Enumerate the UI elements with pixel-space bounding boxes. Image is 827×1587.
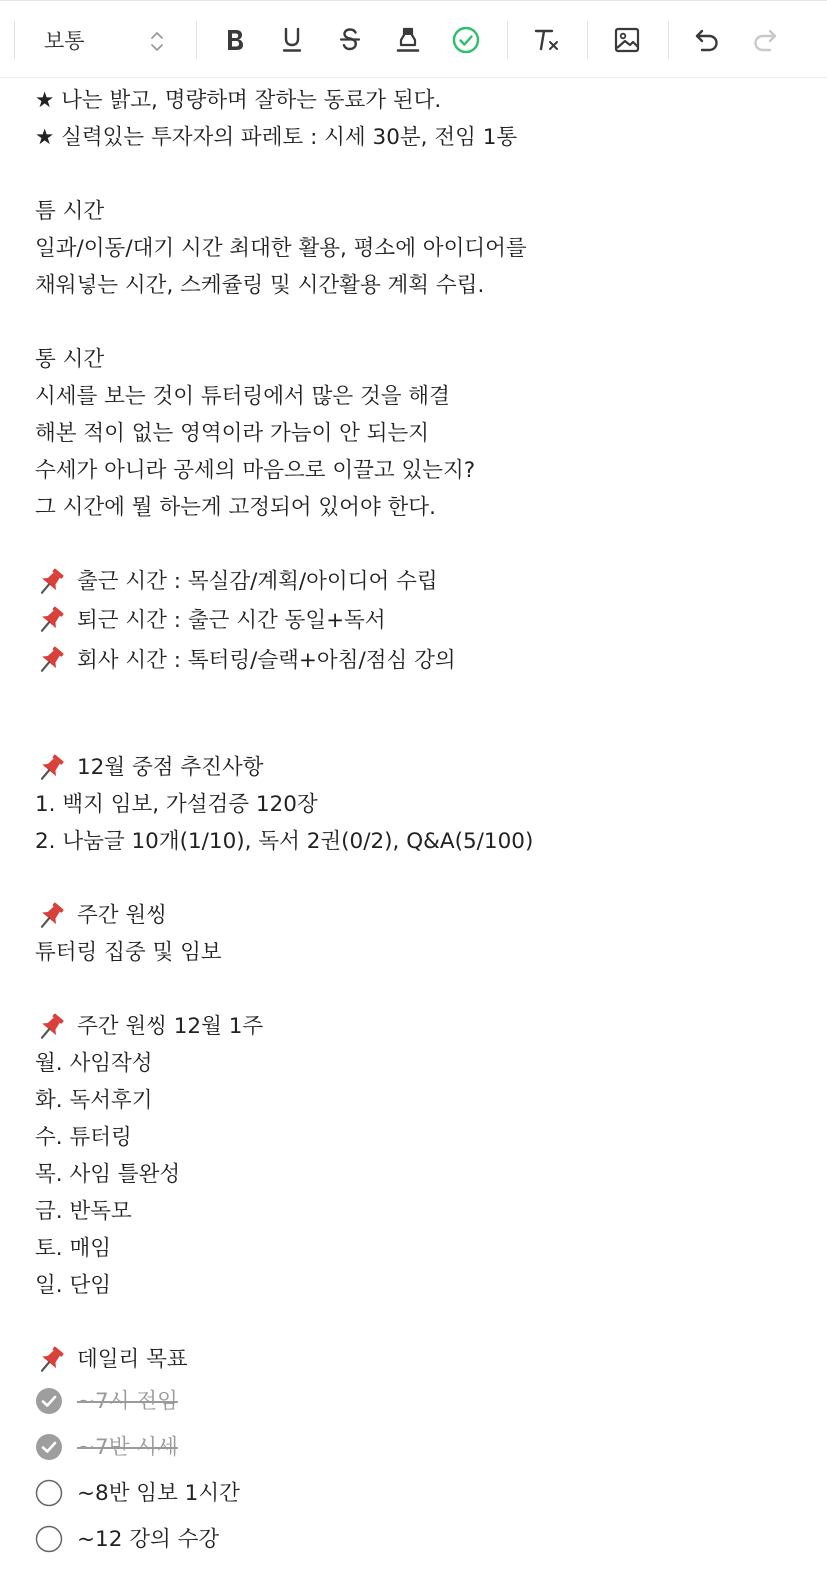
todo-item	[35, 1516, 815, 1562]
text-style-select[interactable]	[44, 21, 174, 59]
bold-button[interactable]	[215, 20, 255, 60]
motto-line: ★ 나는 밝고, 명량하며 잘하는 동료가 된다.	[35, 88, 442, 113]
day-plan: 토. 매임	[35, 1236, 111, 1261]
day-plan: 금. 반독모	[35, 1199, 132, 1224]
pushpin-icon	[35, 567, 67, 597]
todo-text: ~12 강의 수강	[77, 1526, 220, 1552]
todo-item	[35, 1470, 815, 1516]
schedule-item	[35, 600, 815, 640]
motto-line: ★ 실력있는 투자자의 파레토 : 시세 30분, 전임 1통	[35, 125, 518, 150]
block-time-text: 수세가 아니라 공세의 마음으로 이끌고 있는지?	[35, 458, 476, 483]
block-time-text: 시세를 보는 것이 튜터링에서 많은 것을 해결	[35, 384, 450, 409]
toolbar-divider	[507, 21, 508, 59]
spare-time-text: 채워넣는 시간, 스케쥴링 및 시간활용 계획 수립.	[35, 273, 485, 298]
underline-icon	[280, 26, 304, 54]
todo-text: ~8반 임보 1시간	[77, 1480, 240, 1506]
unchecked-circle-icon[interactable]	[35, 1525, 63, 1553]
december-item: 1. 백지 임보, 가설검증 120장	[35, 792, 318, 817]
toolbar-divider	[668, 21, 669, 59]
check-circle-icon	[451, 25, 481, 55]
december-title	[35, 749, 815, 786]
block-time-title: 통 시간	[35, 347, 105, 372]
weekly-text: 튜터링 집중 및 임보	[35, 940, 222, 965]
insert-image-button[interactable]	[607, 20, 647, 60]
block-time-text: 해본 적이 없는 영역이라 가늠이 안 되는지	[35, 421, 430, 446]
unchecked-circle-icon[interactable]	[35, 1479, 63, 1507]
todo-text: ~7반 시세	[77, 1434, 178, 1460]
checklist-button[interactable]	[446, 20, 486, 60]
day-plan: 화. 독서후기	[35, 1088, 153, 1113]
weekly-dec1-title	[35, 1008, 815, 1045]
text-style-label: 보통	[44, 29, 85, 53]
schedule-text: 출근 시간 : 목실감/계획/아이디어 수립	[77, 569, 438, 594]
december-item: 2. 나눔글 10개(1/10), 독서 2권(0/2), Q&A(5/100)	[35, 829, 534, 854]
spare-time-title: 틈 시간	[35, 199, 105, 224]
redo-button[interactable]	[745, 20, 785, 60]
undo-button[interactable]	[687, 20, 727, 60]
pushpin-icon	[35, 1345, 67, 1375]
editor-toolbar	[0, 0, 827, 78]
clear-format-button[interactable]	[527, 20, 567, 60]
pushpin-icon	[35, 1012, 67, 1042]
daily-title	[35, 1341, 815, 1378]
pushpin-icon	[35, 753, 67, 783]
checked-circle-icon[interactable]	[35, 1433, 63, 1461]
spare-time-text: 일과/이동/대기 시간 최대한 활용, 평소에 아이디어를	[35, 236, 527, 261]
day-plan: 일. 단임	[35, 1273, 111, 1298]
pushpin-icon	[35, 645, 67, 675]
todo-item	[35, 1378, 815, 1424]
highlight-button[interactable]	[388, 20, 428, 60]
image-icon	[613, 26, 641, 54]
clear-format-icon	[532, 26, 562, 54]
underline-button[interactable]	[272, 20, 312, 60]
todo-text: ~7시 전임	[77, 1388, 178, 1414]
redo-icon	[751, 26, 779, 54]
day-plan: 월. 사임작성	[35, 1051, 153, 1076]
december-title-text: 12월 중점 추진사항	[77, 755, 264, 780]
todo-item	[35, 1424, 815, 1470]
day-plan: 목. 사임 틀완성	[35, 1162, 181, 1187]
toolbar-divider	[587, 21, 588, 59]
schedule-text: 회사 시간 : 톡터링/슬랙+아침/점심 강의	[77, 647, 456, 673]
block-time-text: 그 시간에 뭘 하는게 고정되어 있어야 한다.	[35, 495, 436, 520]
schedule-item	[35, 563, 815, 600]
highlighter-icon	[395, 26, 421, 54]
schedule-text: 퇴근 시간 : 출근 시간 동일+독서	[77, 607, 386, 633]
note-body[interactable]	[35, 82, 815, 1562]
weekly-title-text: 주간 원씽	[77, 903, 167, 928]
strikethrough-icon	[338, 26, 362, 54]
day-plan: 수. 튜터링	[35, 1125, 132, 1150]
pushpin-icon	[35, 901, 67, 931]
checked-circle-icon[interactable]	[35, 1387, 63, 1415]
weekly-dec1-title-text: 주간 원씽 12월 1주	[77, 1014, 264, 1039]
undo-icon	[693, 26, 721, 54]
pushpin-icon	[35, 605, 67, 635]
strikethrough-button[interactable]	[330, 20, 370, 60]
toolbar-divider	[196, 21, 197, 59]
chevron-updown-icon	[150, 27, 164, 55]
toolbar-divider	[14, 21, 15, 59]
weekly-title	[35, 897, 815, 934]
schedule-item	[35, 640, 815, 680]
bold-icon	[223, 27, 247, 53]
daily-title-text: 데일리 목표	[77, 1347, 188, 1372]
